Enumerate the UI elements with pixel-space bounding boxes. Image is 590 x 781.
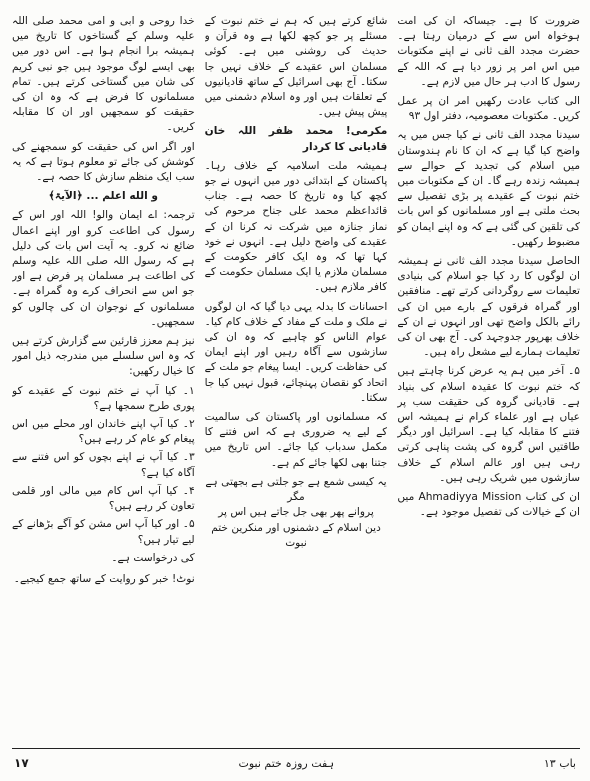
issue-label: باب ۱۳: [543, 756, 576, 770]
paragraph: کی درخواست ہے۔: [111, 551, 195, 564]
list-item: ۱۔ کیا آپ نے ختم نبوت کے عقیدے کو پوری طرح سمجھا ہے؟: [11, 384, 195, 412]
paragraph: سیدنا مجدد الف ثانی نے کیا جس میں یہ واضح کیا گیا ہے کہ ان کا نام ہندوستان میں اسلام کی تجدید کے حوالے سے ہمیشہ زندہ رہے گا۔ ان کے مکتوبات میں ختم نبوت کے عقیدے پر بڑی تفصیل سے بحث ملتی ہے اور مسلمانوں کو اس بات کی تلقین کی گئی ہے کہ وہ اپنے ایمان کو مضبوط رکھیں۔: [397, 129, 580, 248]
paragraph: الی کتاب عادت رکھیں امر ان پر عمل کریں۔ مکتوبات معصومیہ، دفتر اول ۹۳: [397, 95, 580, 123]
column-middle: [205, 14, 388, 744]
paragraph: خدا روحی و ابی و امی محمد صلی اللہ علیہ وسلم کے گستاخوں کا تاریخ میں ہمیشہ برا انجام ہوا ہے۔ اس دور میں بھی ایسے لوگ موجود ہیں جو نبی کریم کی شان میں گستاخی کرتے ہیں۔ تمام مسلمانوں کا فرض ہے کہ وہ ان کی حقیقت کو سمجھیں اور ان کا مقابلہ کریں۔: [11, 15, 195, 134]
reference: ان کی کتاب Ahmadiyya Mission میں ان کے خیالات کی تفصیل موجود ہے۔: [397, 491, 580, 519]
note: نوٹ! خبر کو روایت کے ساتھ جمع کیجیے۔: [13, 572, 195, 585]
list-item: ۳۔ کیا آپ نے اپنے بچوں کو اس فتنے سے آگاہ کیا ہے؟: [11, 451, 195, 479]
footer-rule: [12, 748, 580, 749]
paragraph: کہ مسلمانوں اور پاکستان کی سالمیت کے لیے یہ ضروری ہے کہ اس فتنے کا مکمل سدباب کیا جائے۔ اس تاریخ میں جتنا بھی لکھا جائے کم ہے۔: [204, 411, 388, 469]
poem: [205, 475, 388, 551]
paragraph: نیز ہم معزز قارئین سے گزارش کرتے ہیں کہ وہ اس سلسلے میں مندرجہ ذیل امور کا خیال رکھیں:: [11, 335, 195, 378]
paragraph: اور اگر اس کی حقیقت کو سمجھنے کی کوشش کی جائے تو معلوم ہوتا ہے کہ یہ سب ایک منظم سازش کا حصہ ہے۔: [11, 140, 195, 184]
section-heading: مکرمی! محمد ظفر اللہ خان قادیانی کا کردار: [204, 125, 388, 153]
quranic-verse: و الله اعلم ... ﴿الآیۃ﴾: [48, 190, 159, 203]
poem-line: دین اسلام کے دشمنوں اور منکرین ختم نبوت: [211, 521, 381, 549]
question-list: [12, 384, 195, 548]
list-item: ۴۔ کیا آپ اس کام میں مالی اور قلمی تعاون کر رہے ہیں؟: [11, 484, 195, 513]
column-left: [12, 14, 195, 744]
page-footer: [14, 752, 576, 774]
paragraph: ہمیشہ ملت اسلامیہ کے خلاف رہا۔ پاکستان کے ابتدائی دور میں انہوں نے جو کچھ کیا وہ تاریخ کا حصہ ہے۔ جناب قائداعظم محمد علی جناح مرحوم کی نماز جنازہ میں شرکت نہ کرنا ان کے عقیدے کی واضح دلیل ہے۔ انہوں نے خود کہا تھا کہ وہ ایک کافر حکومت کے مسلمان ملازم یا ایک مسلمان حکومت کے کافر ملازم ہیں۔: [204, 159, 388, 294]
list-item: ۵۔ اور کیا آپ اس مشن کو آگے بڑھانے کے لیے تیار ہیں؟: [11, 518, 195, 546]
poem-line: پروانے پھر بھی جل جاتے ہیں اس پر: [218, 506, 374, 519]
list-item: ۲۔ کیا آپ اپنے خاندان اور محلے میں اس پیغام کو عام کر رہے ہیں؟: [11, 418, 195, 446]
paragraph: ضرورت کا ہے۔ جیساکہ ان کی امت ہوخواہ اس سے کے درمیان رہتا ہے۔ حضرت مجدد الف ثانی نے اپنے مکتوبات میں اس امر پر زور دیا ہے کہ اللہ کے رسول کا ادب ہر حال میں لازم ہے۔: [397, 15, 580, 88]
paragraph: الحاصل سیدنا مجدد الف ثانی نے ہمیشہ ان لوگوں کا رد کیا جو اسلام کی بنیادی تعلیمات سے روگردانی کرتے تھے۔ منافقین اور گمراہ فرقوں کے بارے میں ان کی رائے بالکل واضح تھی اور انہوں نے ان کے خلاف بھرپور جدوجہد کی۔ آج بھی ان کی تعلیمات ہمارے لیے مشعل راہ ہیں۔: [397, 255, 580, 359]
text-columns: [12, 14, 580, 744]
column-right: [397, 14, 580, 744]
paragraph: احسانات کا بدلہ یہی دیا گیا کہ ان لوگوں نے ملک و ملت کے مفاد کے خلاف کام کیا۔ عوام الناس کو چاہیے کہ وہ ان کی سازشوں سے آگاہ رہیں اور اپنے ایمان کی حفاظت کریں۔ ایسا پیغام جو ملت کے اتحاد کو نقصان پہنچائے، قبول نہیں کیا جا سکتا۔: [204, 300, 388, 404]
paragraph: ترجمہ: اے ایمان والو! اللہ اور اس کے رسول کی اطاعت کرو اور اپنے اعمال ضائع نہ کرو۔ یہ آیت اس بات کی دلیل ہے کہ رسول اللہ صلی اللہ علیہ وسلم کی اطاعت ہر مسلمان پر فرض ہے اور جو اس سے انحراف کرے وہ گمراہ ہے۔ مسلمانوں کے نوجوان ان کی چالوں کو سمجھیں۔: [11, 209, 195, 328]
paragraph: شائع کرتے ہیں کہ ہم نے ختم نبوت کے مسئلے پر جو کچھ لکھا ہے وہ قرآن و حدیث کی روشنی میں ہے۔ کوئی مسلمان اس عقیدے کے خلاف نہیں جا سکتا۔ آج بھی اسرائیل کے ساتھ قادیانیوں کے تعلقات ہیں اور وہ اسلام دشمنی میں پیش پیش ہیں۔: [204, 15, 388, 119]
page-number: ۱۷: [14, 756, 29, 770]
publication-name: ہفت روزہ ختم نبوت: [238, 756, 335, 770]
paragraph: ۵۔ آخر میں ہم یہ عرض کرنا چاہتے ہیں کہ ختم نبوت کا عقیدہ اسلام کی بنیاد ہے۔ قادیانی گروہ کی حقیقت سب پر عیاں ہے اور علماء کرام نے ہمیشہ اس فتنے کا مقابلہ کیا ہے۔ اسرائیل اور دیگر طاقتیں اس گروہ کی پشت پناہی کرتی رہی ہیں اور عالم اسلام کے خلاف سازشوں میں شریک رہی ہیں۔: [397, 365, 580, 484]
poem-line: یہ کیسی شمع ہے جو جلتی ہے بجھتی ہے مگر: [205, 475, 387, 504]
